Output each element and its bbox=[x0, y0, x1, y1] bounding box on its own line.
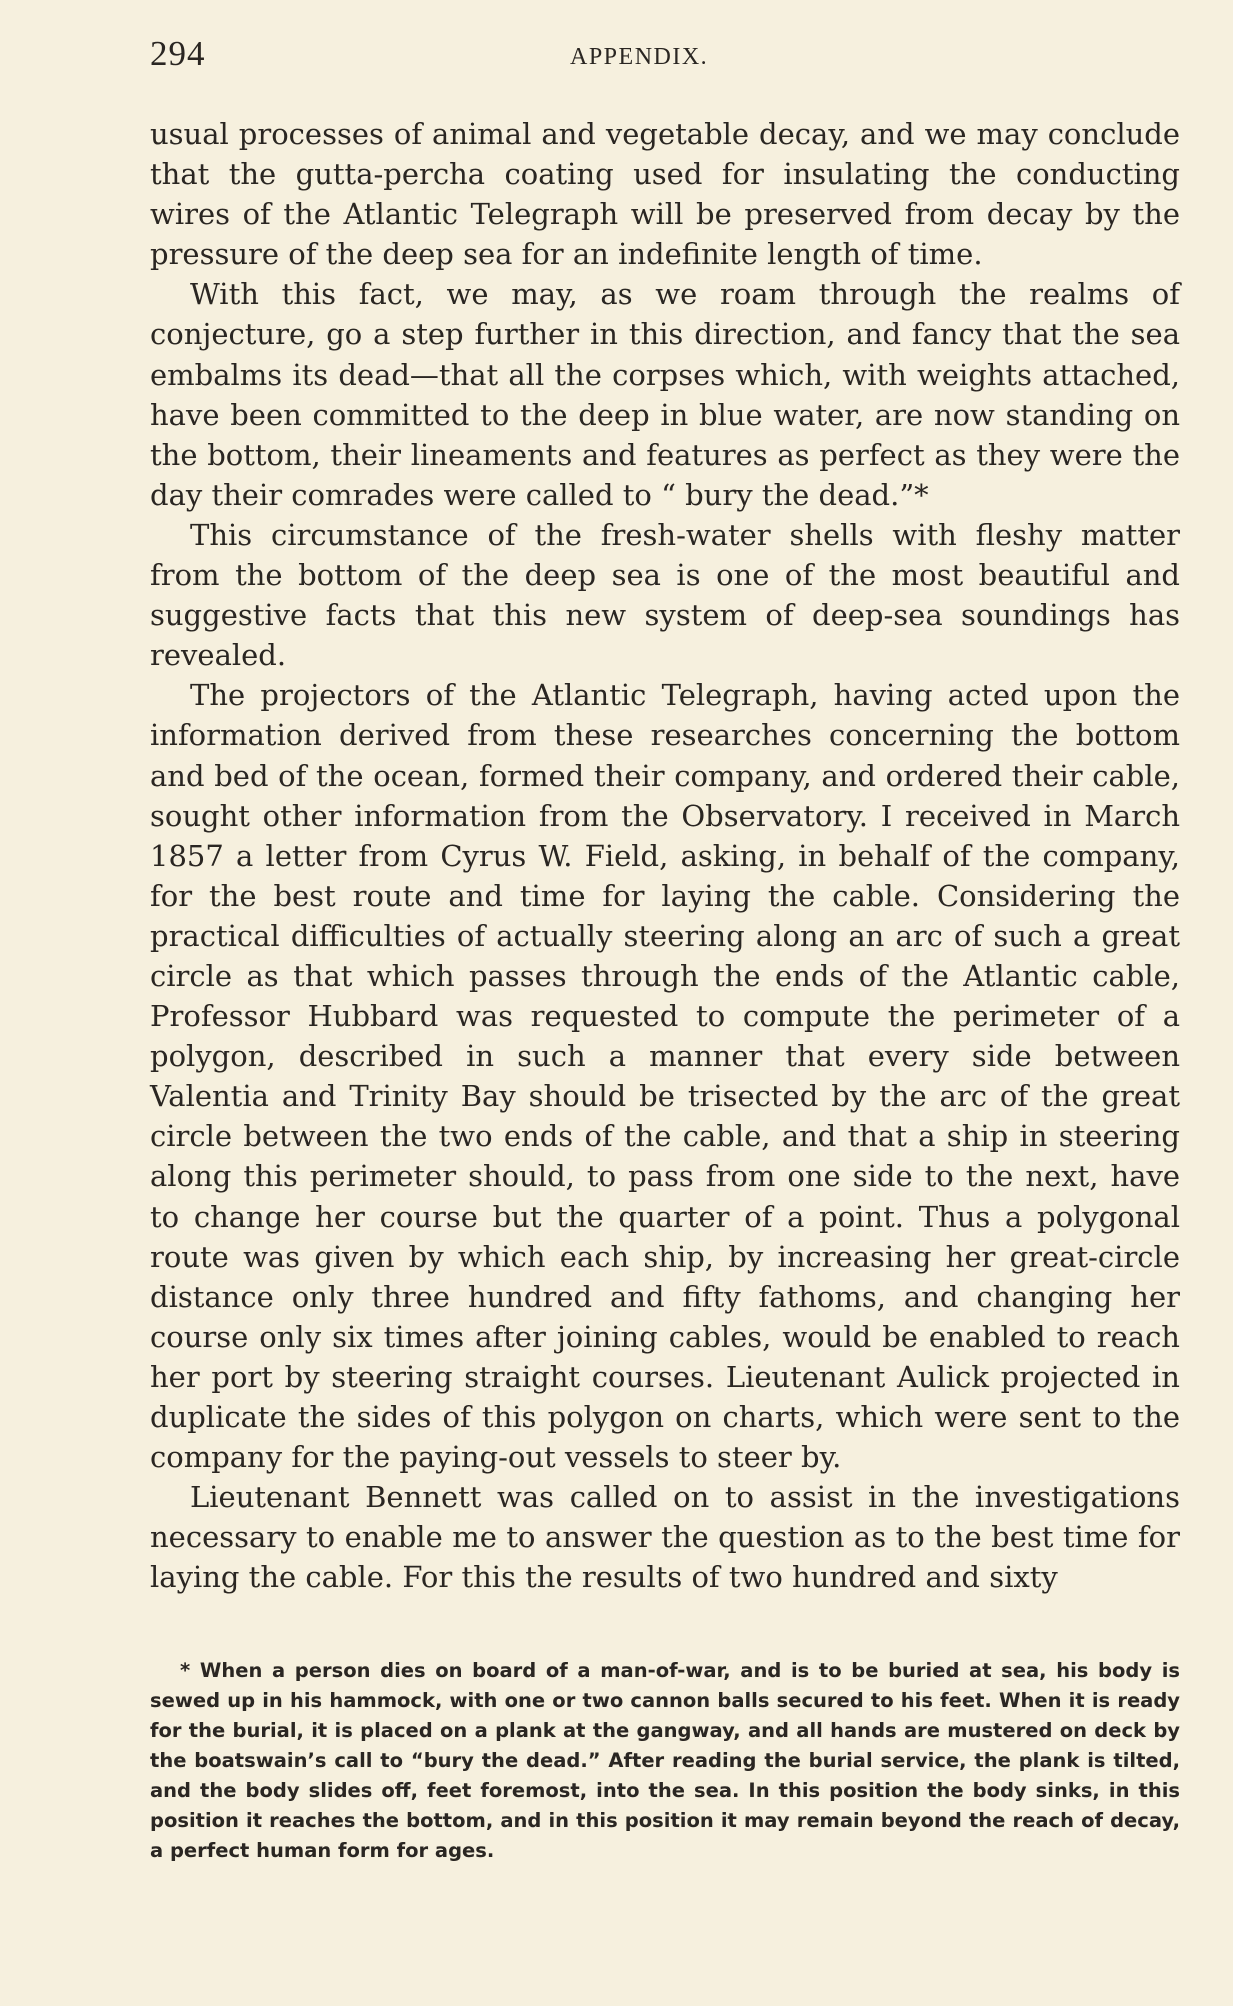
paragraph-5: Lieutenant Bennett was called on to assist in the investigations necessary to enable me to answer the question as to the best time for laying the cable. For this the results of two hundred and sixty bbox=[150, 1480, 1180, 1595]
footnote: * When a person dies on board of a man-of-war, and is to be buried at sea, his body is sewed up in his hammock, with one or two cannon balls secured to his feet. When it is ready for the burial, it is placed on a plank at the gangway, and all hands are mustered on deck by the boatswain’s call to “bury the dead.” After reading the burial service, the plank is tilted, and the body slides off, feet foremost, into the sea. In this position the body sinks, in this position it reaches the bottom, and in this position it may remain beyond the reach of decay, a perfect human form for ages. bbox=[150, 1659, 1180, 1862]
paragraph-1: usual processes of animal and vegetable decay, and we may conclude that the gutta-percha coating used for insulating the conducting wires of the Atlantic Telegraph will be preserved from decay by the pressure of the deep sea for an indefinite length of time. bbox=[150, 117, 1180, 272]
paragraph-4: The projectors of the Atlantic Telegraph, having acted upon the information derived from these researches concerning the bottom and bed of the ocean, formed their company, and ordered their cable, sought other information from the Observatory. I received in March 1857 a letter from Cyrus W. Field, asking, in behalf of the company, for the best route and time for laying the cable. Considering the practical difficulties of actually steering along an arc of such a great circle as that which passes through the ends of the Atlantic cable, Professor Hubbard was requested to compute the perimeter of a polygon, described in such a manner that every side between Valentia and Trinity Bay should be trisected by the arc of the great circle between the two ends of the cable, and that a ship in steering along this perimeter should, to pass from one side to the next, have to change her course but the quarter of a point. Thus a polygonal route was given by which each ship, by increasing her great-circle distance only three hundred and fifty fathoms, and changing her course only six times after joining cables, would be enabled to reach her port by steering straight courses. Lieutenant Aulick projected in duplicate the sides of this polygon on charts, which were sent to the company for the paying-out vessels to steer by. bbox=[150, 678, 1180, 1475]
running-head: APPENDIX. bbox=[570, 44, 709, 70]
paragraph-2: With this fact, we may, as we roam through the realms of conjecture, go a step further in this direction, and fancy that the sea embalms its dead—that all the corpses which, with weights attached, have been committed to the deep in blue water, are now standing on the bottom, their lineaments and features as perfect as they were the day their comrades were called to “ bury the dead.”* bbox=[150, 277, 1180, 512]
body-text bbox=[150, 114, 1180, 1597]
page-number: 294 bbox=[150, 34, 206, 73]
paragraph-3: This circumstance of the fresh-water shells with fleshy matter from the bottom of the deep sea is one of the most beautiful and suggestive facts that this new system of deep-sea soundings has revealed. bbox=[150, 517, 1180, 673]
